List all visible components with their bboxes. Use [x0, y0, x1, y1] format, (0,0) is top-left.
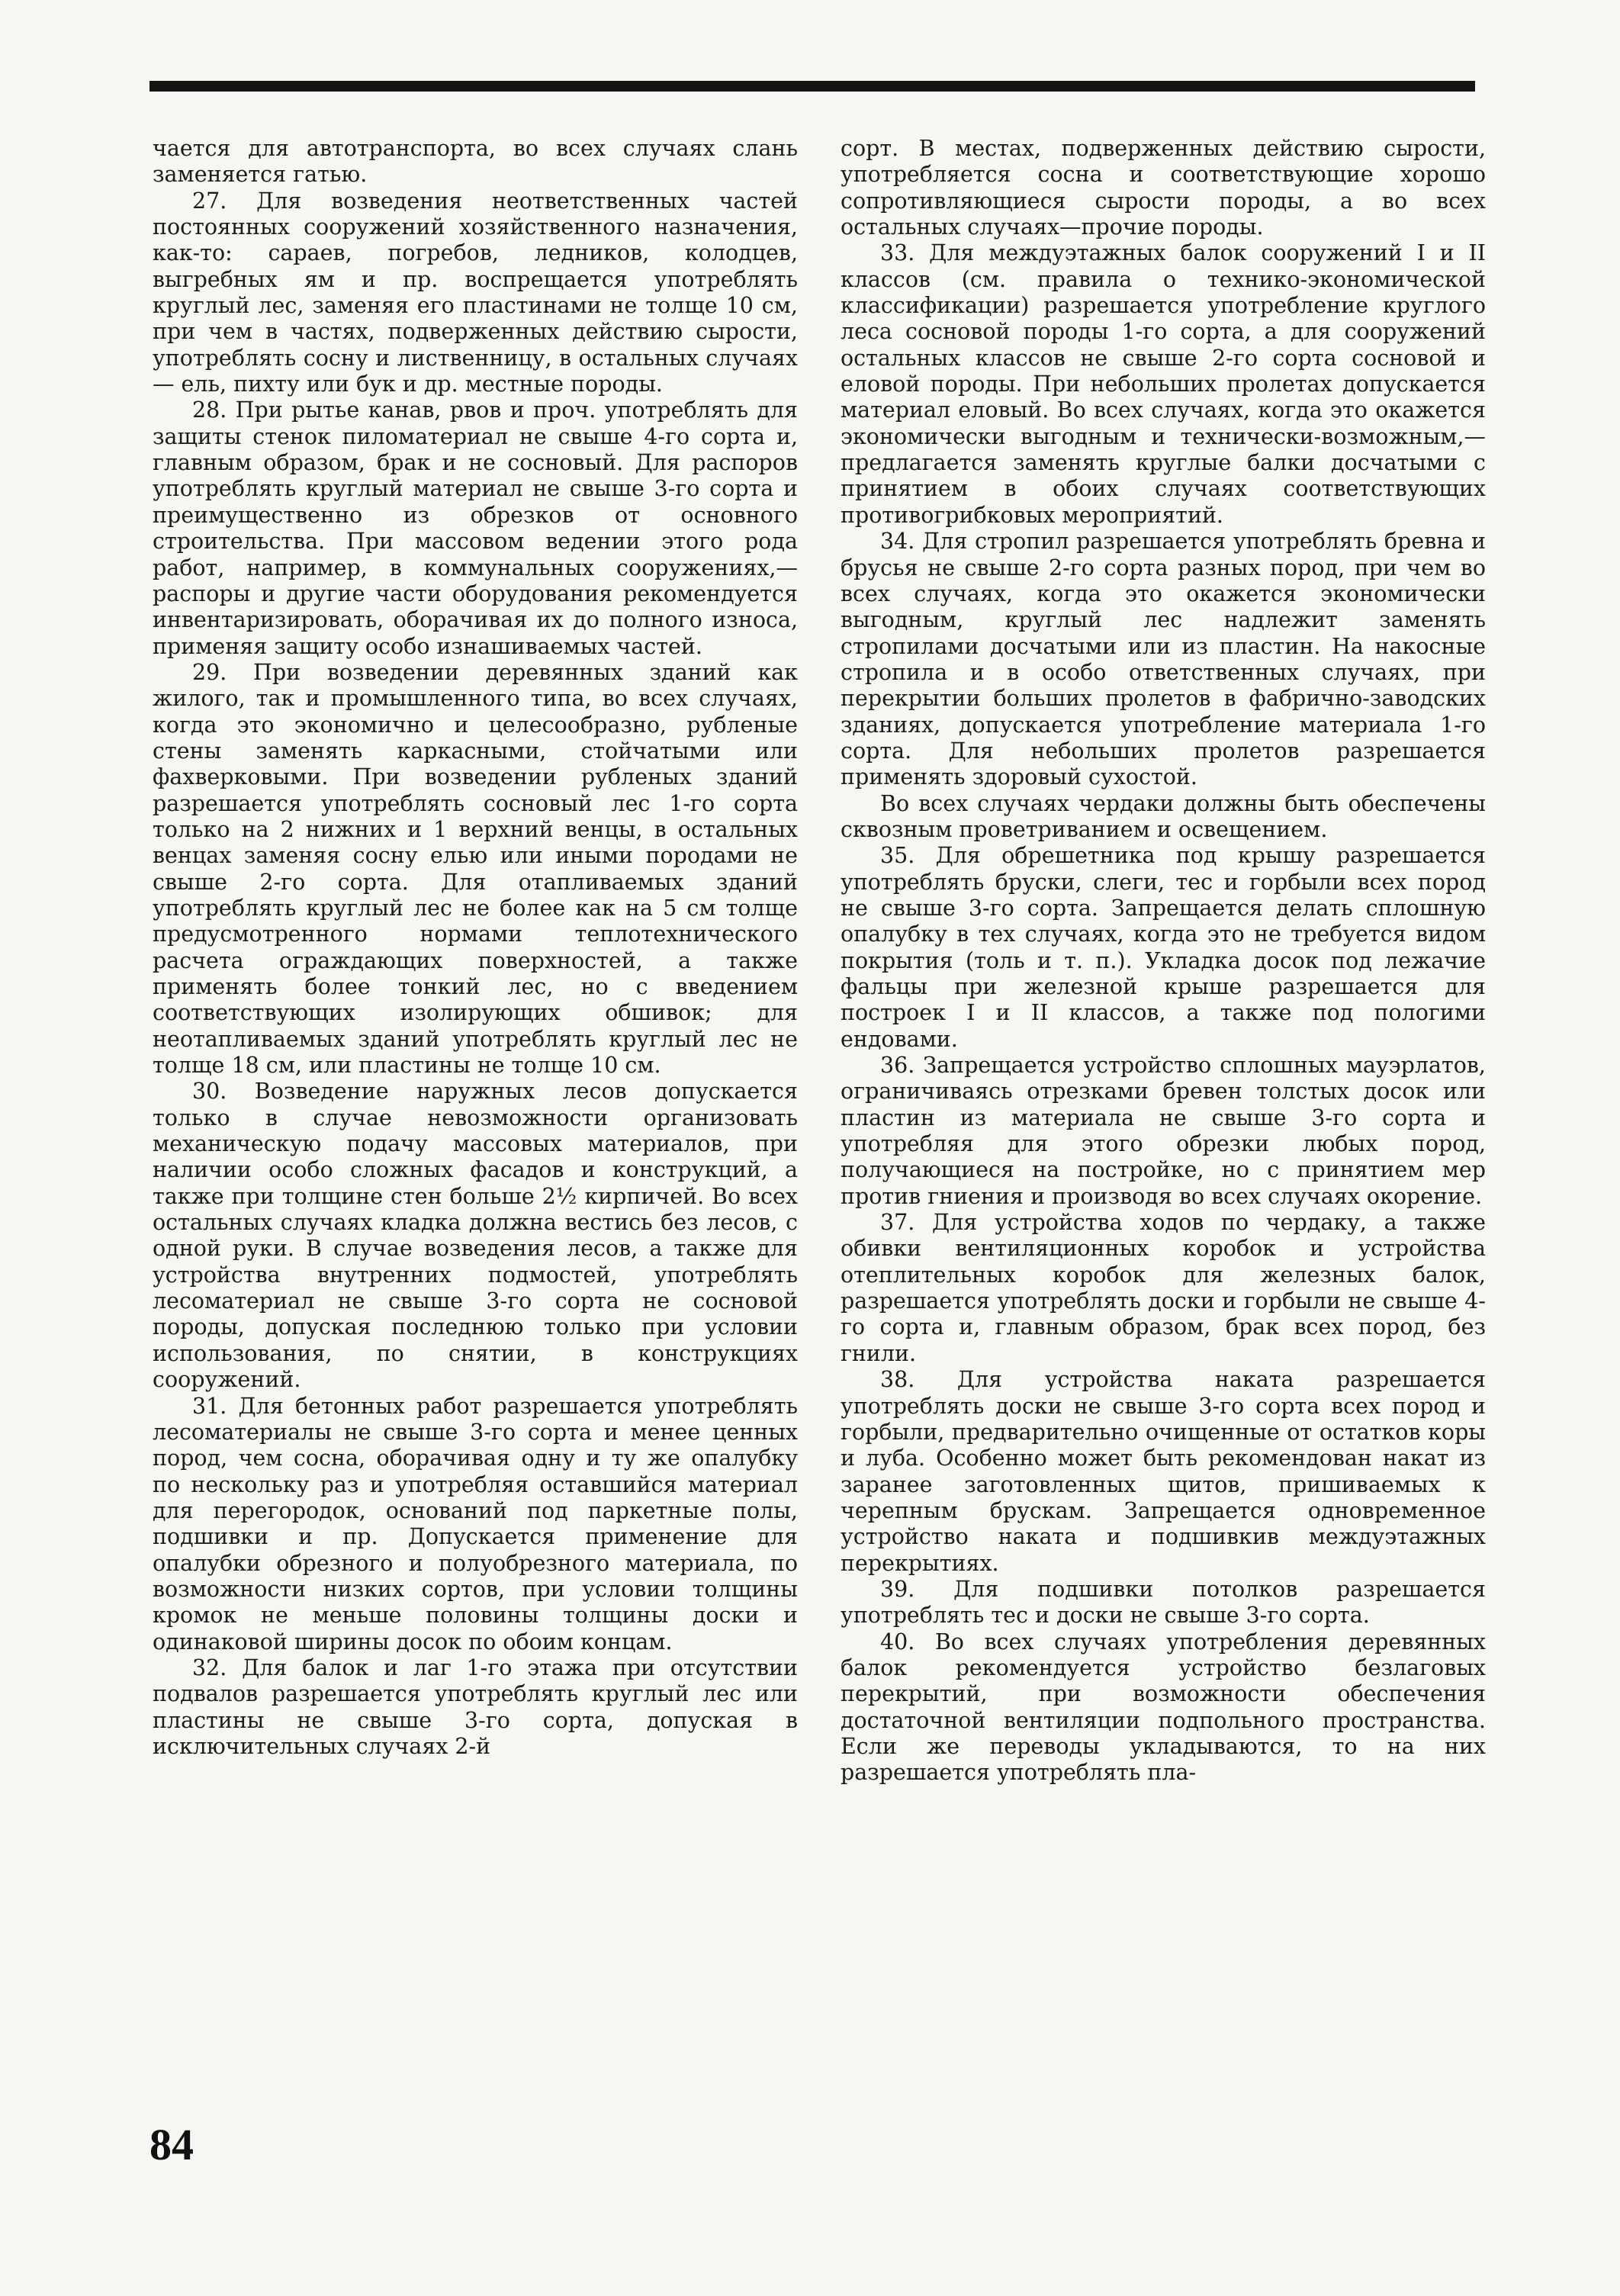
paragraph-attics: Во всех случаях чердаки должны быть обеспечены сквозным проветриванием и освещением.: [841, 790, 1486, 842]
top-rule: [149, 81, 1475, 92]
paragraph: сорт. В местах, подверженных действию сырости, употребляется сосна и соответствующие хорошо сопротивляющиеся сырости породы, а во всех остальных случаях—прочие породы.: [841, 136, 1486, 240]
paragraph-34: 34. Для стропил разрешается употреблять бревна и брусья не свыше 2-го сорта разных пород, при чем во всех случаях, когда это окажется экономически выгодным, круглый лес надлежит заменять стропилами досчатыми или из пластин. На накосные стропила и в особо ответственных случаях, при перекрытии больших пролетов в фабрично-заводских зданиях, допускается употребление материала 1-го сорта. Для небольших пролетов разрешается применять здоровый сухостой.: [841, 529, 1486, 790]
right-column: [841, 136, 1486, 1786]
paragraph-37: 37. Для устройства ходов по чердаку, а также обивки вентиляционных коробок и устройства отеплительных коробок для железных балок, разрешается употреблять доски и горбыли не свыше 4-го сорта и, главным образом, брак всех пород, без гнили.: [841, 1210, 1486, 1366]
left-column: [153, 136, 798, 1760]
paragraph-32: 32. Для балок и лаг 1-го этажа при отсутствии подвалов разрешается употреблять круглый лес или пластины не свыше 3-го сорта, допуская в исключительных случаях 2-й: [153, 1654, 798, 1759]
paragraph-29: 29. При возведении деревянных зданий как жилого, так и промышленного типа, во всех случаях, когда это экономично и целесообразно, рубленые стены заменять каркасными, стойчатыми или фахверковыми. При возведении рубленых зданий разрешается употреблять сосновый лес 1-го сорта только на 2 нижних и 1 верхний венцы, в остальных венцах заменяя сосну елью или иными породами не свыше 2-го сорта. Для отапливаемых зданий употреблять круглый лес не более как на 5 см толще предусмотренного нормами теплотехнического расчета ограждающих поверхностей, а также применять более тонкий лес, но с введением соответствующих изолирующих обшивок; для неотапливаемых зданий употреблять круглый лес не толще 18 см, или пластины не толще 10 см.: [153, 659, 798, 1079]
page-number: 84: [149, 2120, 194, 2169]
paragraph-39: 39. Для подшивки потолков разрешается употреблять тес и доски не свыше 3-го сорта.: [841, 1576, 1486, 1629]
paragraph-36: 36. Запрещается устройство сплошных мауэрлатов, ограничиваясь отрезками бревен толстых досок или пластин из материала не свыше 3-го сорта и употребляя для этого обрезки любых пород, получающиеся на постройке, но с принятием мер против гниения и производя во всех случаях окорение.: [841, 1053, 1486, 1209]
paragraph-31: 31. Для бетонных работ разрешается употреблять лесоматериалы не свыше 3-го сорта и менее ценных пород, чем сосна, оборачивая одну и ту же опалубку по нескольку раз и употребляя оставшийся материал для перегородок, оснований под паркетные полы, подшивки и пр. Допускается применение для опалубки обрезного и полуобрезного материала, по возможности низких сортов, при условии толщины кромок не меньше половины толщины доски и одинаковой ширины досок по обоим концам.: [153, 1393, 798, 1654]
paragraph-27: 27. Для возведения неответственных частей постоянных сооружений хозяйственного назначения, как-то: сараев, погребов, ледников, колодцев, выгребных ям и пр. воспрещается употреблять круглый лес, заменяя его пластинами не толще 10 см, при чем в частях, подверженных действию сырости, употреблять сосну и лиственницу, в остальных случаях— ель, пихту или бук и др. местные породы.: [153, 188, 798, 397]
paragraph: чается для автотранспорта, во всех случаях слань заменяется гатью.: [153, 136, 798, 188]
paragraph-35: 35. Для обрешетника под крышу разрешается употреблять бруски, слеги, тес и горбыли всех пород не свыше 3-го сорта. Запрещается делать сплошную опалубку в тех случаях, когда это не требуется видом покрытия (толь и т. п.). Укладка досок под лежачие фальцы при железной крыше разрешается для построек I и II классов, а также под пологими ендовами.: [841, 843, 1486, 1052]
paragraph-33: 33. Для междуэтажных балок сооружений I и II классов (см. правила о технико-экономической классификации) разрешается употребление круглого леса сосновой породы 1-го сорта, а для сооружений остальных классов не свыше 2-го сорта сосновой и еловой породы. При небольших пролетах допускается материал еловый. Во всех случаях, когда это окажется экономически выгодным и технически-возможным,—предлагается заменять круглые балки досчатыми с принятием в обоих случаях соответствующих противогрибковых мероприятий.: [841, 240, 1486, 528]
paragraph-40: 40. Во всех случаях употребления деревянных балок рекомендуется устройство безлаговых перекрытий, при возможности обеспечения достаточной вентиляции подпольного пространства. Если же переводы укладываются, то на них разрешается употреблять пла-: [841, 1629, 1486, 1786]
paragraph-38: 38. Для устройства наката разрешается употреблять доски не свыше 3-го сорта всех пород и горбыли, предварительно очищенные от остатков коры и луба. Особенно может быть рекомендован накат из заранее заготовленных щитов, пришиваемых к черепным брускам. Запрещается одновременное устройство наката и подшивкив междуэтажных перекрытиях.: [841, 1367, 1486, 1576]
paragraph-28: 28. При рытье канав, рвов и проч. употреблять для защиты стенок пиломатериал не свыше 4-го сорта и, главным образом, брак и не сосновый. Для распоров употреблять круглый материал не свыше 3-го сорта и преимущественно из обрезков от основного строительства. При массовом ведении этого рода работ, например, в коммунальных сооружениях,—распоры и другие части оборудования рекомендуется инвентаризировать, оборачивая их до полного износа, применяя защиту особо изнашиваемых частей.: [153, 397, 798, 659]
paragraph-30: 30. Возведение наружных лесов допускается только в случае невозможности организовать механическую подачу массовых материалов, при наличии особо сложных фасадов и конструкций, а также при толщине стен больше 2½ кирпичей. Во всех остальных случаях кладка должна вестись без лесов, с одной руки. В случае возведения лесов, а также для устройства внутренних подмостей, употреблять лесоматериал не свыше 3-го сорта не сосновой породы, допуская последнюю только при условии использования, по снятии, в конструкциях сооружений.: [153, 1079, 798, 1393]
